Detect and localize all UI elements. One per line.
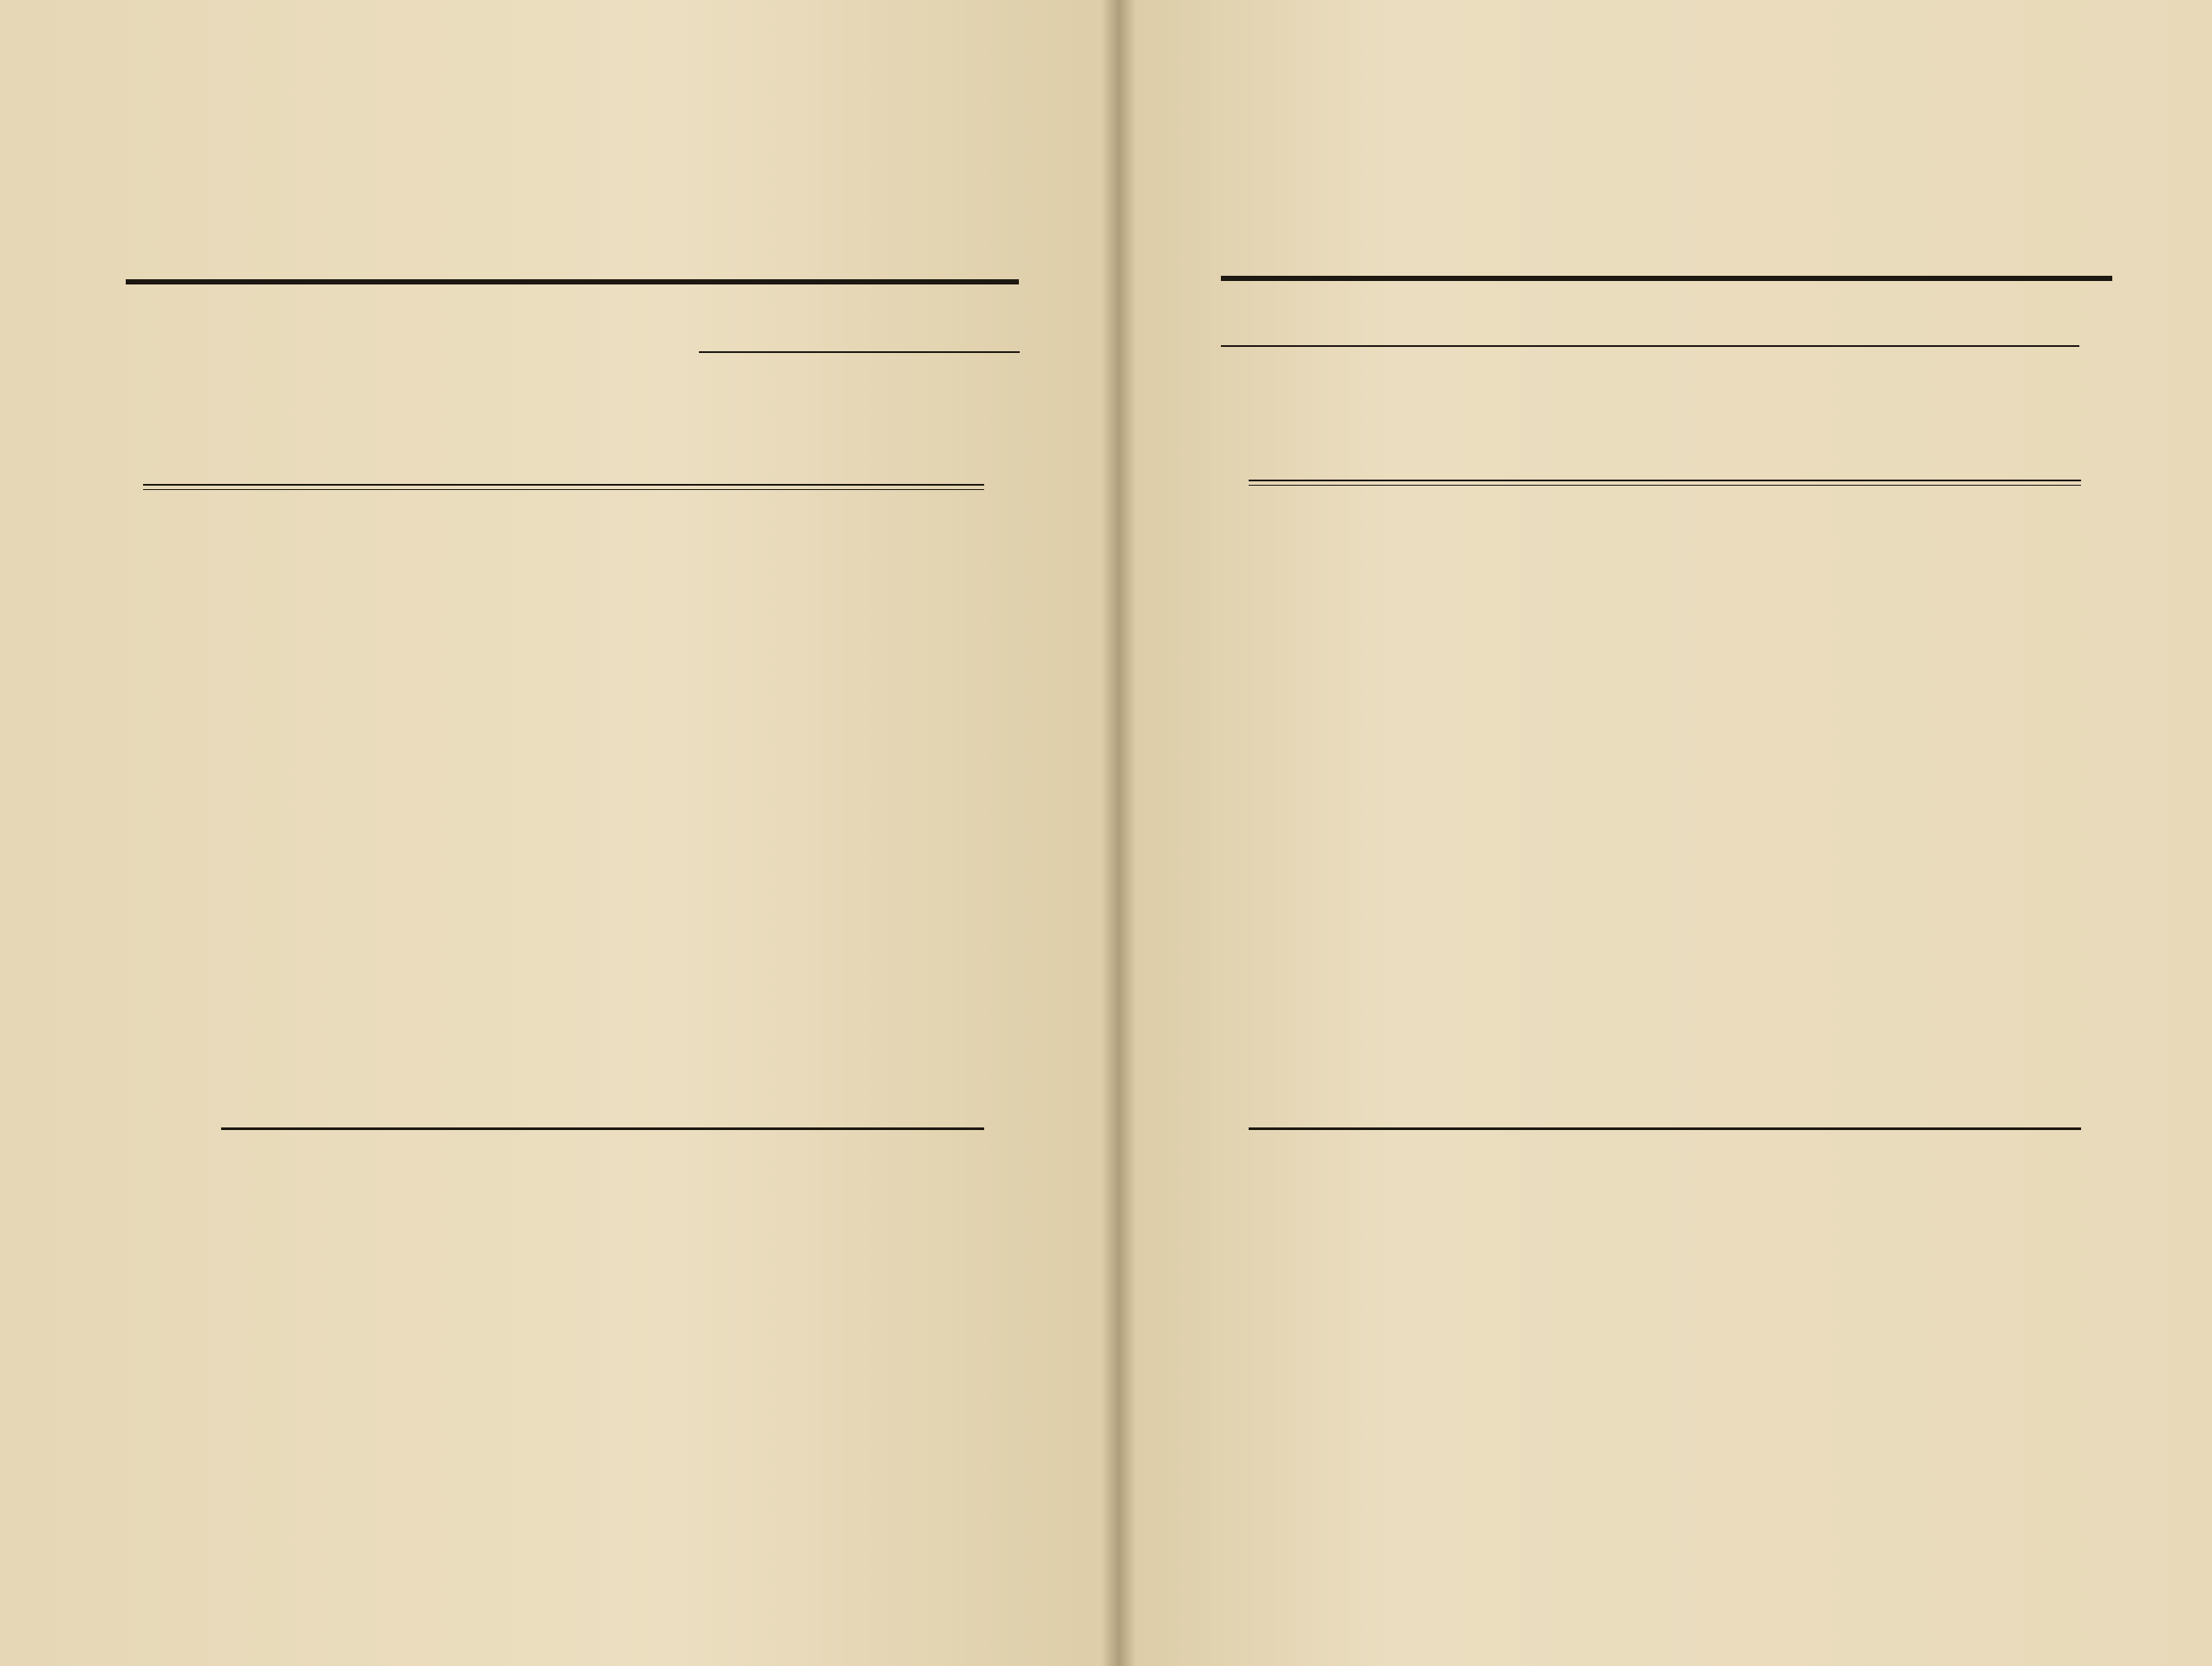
total-rule-left [221, 1127, 984, 1130]
column-header-repaid [497, 291, 535, 477]
column-header-issued [568, 291, 606, 477]
right-page [1119, 0, 2212, 1666]
table-header-rule2-right [1249, 485, 2081, 486]
table-top-rule-left [126, 279, 1019, 284]
total-rule-right [1249, 1127, 2081, 1130]
table-subtop-rule-right [1221, 345, 2079, 347]
table-top-rule-right [1221, 276, 2112, 281]
column-header-debt [421, 291, 459, 477]
pri-subrule [699, 351, 1020, 353]
book-gutter [1101, 0, 1136, 1666]
column-header-remaining [636, 291, 674, 477]
table-header-rule-right [1249, 480, 2081, 481]
table-header-rule-left [143, 484, 984, 486]
table-header-rule2-left [143, 489, 984, 490]
